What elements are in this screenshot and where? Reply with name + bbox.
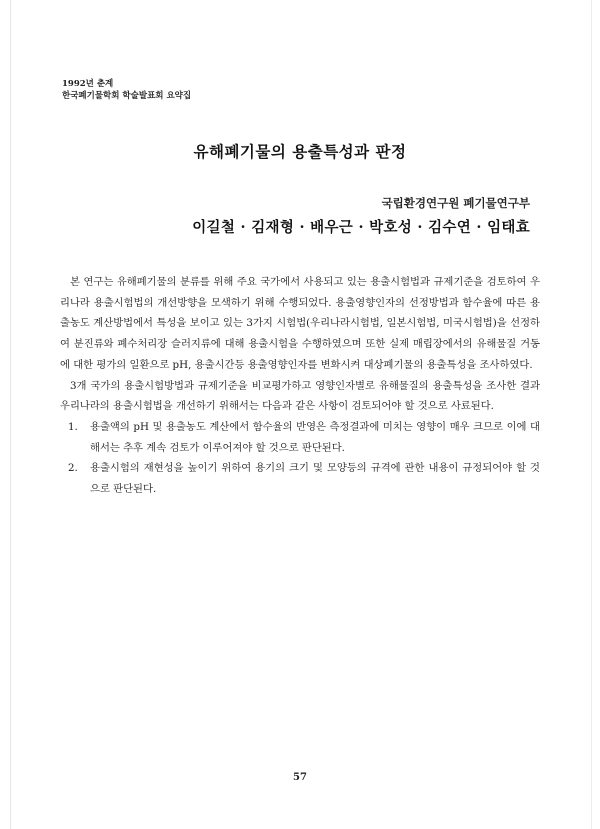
- paper-title: 유해폐기물의 용출특성과 판정: [193, 142, 407, 161]
- conclusion-list: [60, 417, 540, 500]
- list-item-text: 용출액의 pH 및 용출농도 계산에서 함수율의 반영은 측정결과에 미치는 영향이 매우 크므로 이에 대해서는 추후 계속 검토가 이루어져야 할 것으로 판단된다.: [90, 420, 540, 454]
- proceedings-header: [62, 78, 191, 102]
- scan-edge-left: [10, 0, 11, 829]
- list-item-text: 용출시험의 재현성을 높이기 위하여 용기의 크기 및 모양등의 규격에 관한 내용이 규정되어야 할 것으로 판단된다.: [90, 462, 540, 496]
- abstract-body: [60, 272, 540, 500]
- author-list: 이길철 · 김재형 · 배우근 · 박호성 · 김수연 · 임태효: [192, 219, 530, 236]
- abstract-paragraph: 3개 국가의 용출시험방법과 규제기준을 비교평가하고 영향인자별로 유해물질의 용출특성을 조사한 결과 우리나라의 용출시험법을 개선하기 위해서는 다음과 같은 사항이 검토되어야 할 것으로 사료된다.: [60, 379, 540, 413]
- header-season: 1992년 춘계: [62, 79, 114, 89]
- page-number: 57: [293, 772, 307, 783]
- abstract-paragraph: 본 연구는 유해폐기물의 분류를 위해 주요 국가에서 사용되고 있는 용출시험법과 규제기준을 검토하여 우리나라 용출시험법의 개선방향을 모색하기 위해 수행되었다. 용출영향인자의 선정방법과 함수율에 따른 용출농도 계산방법에서 특성을 보이고 있는 3가지 시험법(우리나라시험법, 일본시험법, 미국시험법)을 선정하여 분진류와 폐수처리장 슬러지류에 대해 용출시험을 수행하였으며 또한 실제 매립장에서의 유해물질 거동에 대한 평가의 일환으로 pH, 용출시간등 용출영향인자를 변화시켜 대상폐기물의 용출특성을 조사하였다.: [60, 276, 540, 371]
- list-item-number: 1.: [68, 420, 78, 433]
- scan-edge-right: [591, 0, 592, 829]
- header-proceedings-name: 한국폐기물학회 학술발표회 요약집: [62, 91, 192, 101]
- author-affiliation: 국립환경연구원 폐기물연구부: [381, 196, 530, 210]
- list-item: [68, 417, 540, 458]
- list-item-number: 2.: [68, 462, 78, 475]
- list-item: [68, 458, 540, 499]
